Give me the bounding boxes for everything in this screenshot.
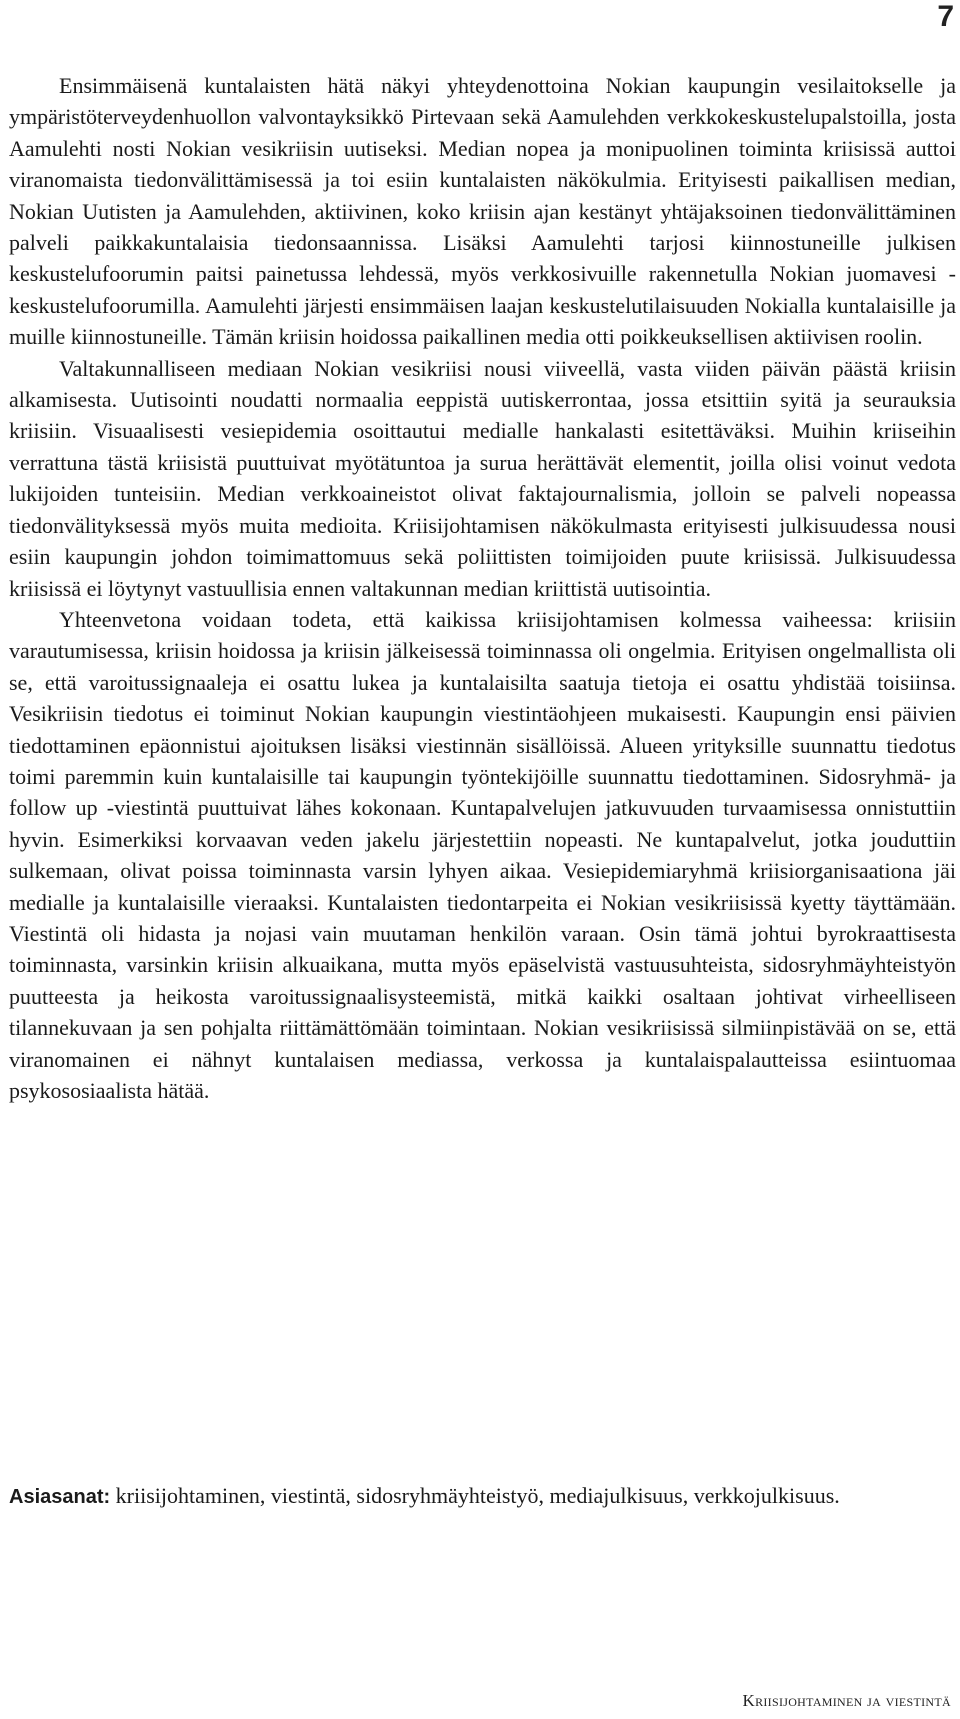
- paragraph-local-media: Ensimmäisenä kuntalaisten hätä näkyi yhteydenottoina Nokian kaupungin vesilaitokselle ja ympäristöterveydenhuollon valvontayksikkö Pirtevaan sekä Aamulehden verkkokeskustelupalstoilla, josta Aamulehti nosti Nokian vesikriisin uutiseksi. Median nopea ja monipuolinen toiminta kriisissä auttoi viranomaista tiedonvälittämisessä ja toi esiin kuntalaisten näkökulmia. Erityisesti paikallisen median, Nokian Uutisten ja Aamulehden, aktiivinen, koko kriisin ajan kestänyt yhtäjaksoinen tiedonvälittäminen palveli paikkakuntalaisia tiedonsaannissa. Lisäksi Aamulehti tarjosi kiinnostuneille julkisen keskustelufoorumin paitsi painetussa lehdessä, myös verkkosivuille rakennetulla Nokian juomavesi -keskustelufoorumilla. Aamulehti järjesti ensimmäisen laajan keskustelutilaisuuden Nokialla kuntalaisille ja muille kiinnostuneille. Tämän kriisin hoidossa paikallinen media otti poikkeuksellisen aktiivisen roolin.: [9, 73, 956, 350]
- paragraph-summary: Yhteenvetona voidaan todeta, että kaikissa kriisijohtamisen kolmessa vaiheessa: kriisiin varautumisessa, kriisin hoidossa ja kriisin jälkeisessä toiminnassa oli ongelmia. Erityisen ongelmallista oli se, että varoitussignaaleja ei osattu lukea ja kuntalaisilta saatuja tietoja ei osattu yhdistää toisiinsa. Vesikriisin tiedotus ei toiminut Nokian kaupungin viestintäohjeen mukaisesti. Kaupungin ensi päivien tiedottaminen epäonnistui ajoituksen lisäksi viestinnän sisällöissä. Alueen yrityksille suunnattu tiedotus toimi paremmin kuin kuntalaisille tai kaupungin työntekijöille suunnattu tiedottaminen. Sidosryhmä- ja follow up -viestintä puuttuivat lähes kokonaan. Kuntapalvelujen jatkuvuuden turvaamisessa onnistuttiin hyvin. Esimerkiksi korvaavan veden jakelu järjestettiin nopeasti. Ne kuntapalvelut, jotka jouduttiin sulkemaan, olivat poissa toiminnasta varsin lyhyen aikaa. Vesiepidemiaryhmä kriisiorganisaationa jäi medialle ja kuntalaisille vieraaksi. Kuntalaisten tiedontarpeita ei Nokian vesikriisissä kyetty täyttämään. Viestintä oli hidasta ja nojasi vain muutaman henkilön varaan. Osin tämä johtui byrokraattisesta toiminnasta, varsinkin kriisin alkuaikana, mutta myös epäselvistä vastuusuhteista, sidosryhmäyhteistyön puutteesta ja heikosta varoitussignaalisysteemistä, mitkä kaikki osaltaan johtivat virheelliseen tilannekuvaan ja sen pohjalta riittämättömään toimintaan. Nokian vesikriisissä silmiinpistävää on se, että viranomainen ei nähnyt kuntalaisen mediassa, verkossa ja kuntalaispalautteissa esiintuomaa psykososiaalista hätää.: [9, 606, 956, 1103]
- keywords: [9, 1480, 956, 1513]
- keywords-label: Asiasanat:: [9, 1486, 111, 1508]
- paragraph-national-media: Valtakunnalliseen mediaan Nokian vesikriisi nousi viiveellä, vasta viiden päivän päästä kriisin alkamisesta. Uutisointi noudatti normaalia eeppistä uutiskerrontaa, jossa etsittiin syitä ja seurauksia kriisiin. Visuaalisesti vesiepidemia osoittautui medialle hankalasti esitettäväksi. Muihin kriiseihin verrattuna tästä kriisistä puuttuivat myötätuntoa ja surua herättävät elementit, joilla olisi voinut vedota lukijoiden tunteisiin. Median verkkoaineistot olivat faktajournalismia, jolloin se palveli nopeassa tiedonvälityksessä myös muita medioita. Kriisijohtamisen näkökulmasta erityisesti julkisuudessa nousi esiin kaupungin johdon toimimattomuus sekä poliittisten toimijoiden puute kriisissä. Julkisuudessa kriisissä ei löytynyt vastuullisia ennen valtakunnan median kriittistä uutisointia.: [9, 355, 956, 601]
- page-number: 7: [937, 0, 954, 33]
- abstract-body: [9, 70, 956, 1106]
- keywords-text: kriisijohtaminen, viestintä, sidosryhmäyhteistyö, mediajulkisuus, verkkojulkisuus.: [115, 1483, 840, 1508]
- running-footer: Kriisijohtaminen ja viestintä: [742, 1691, 951, 1710]
